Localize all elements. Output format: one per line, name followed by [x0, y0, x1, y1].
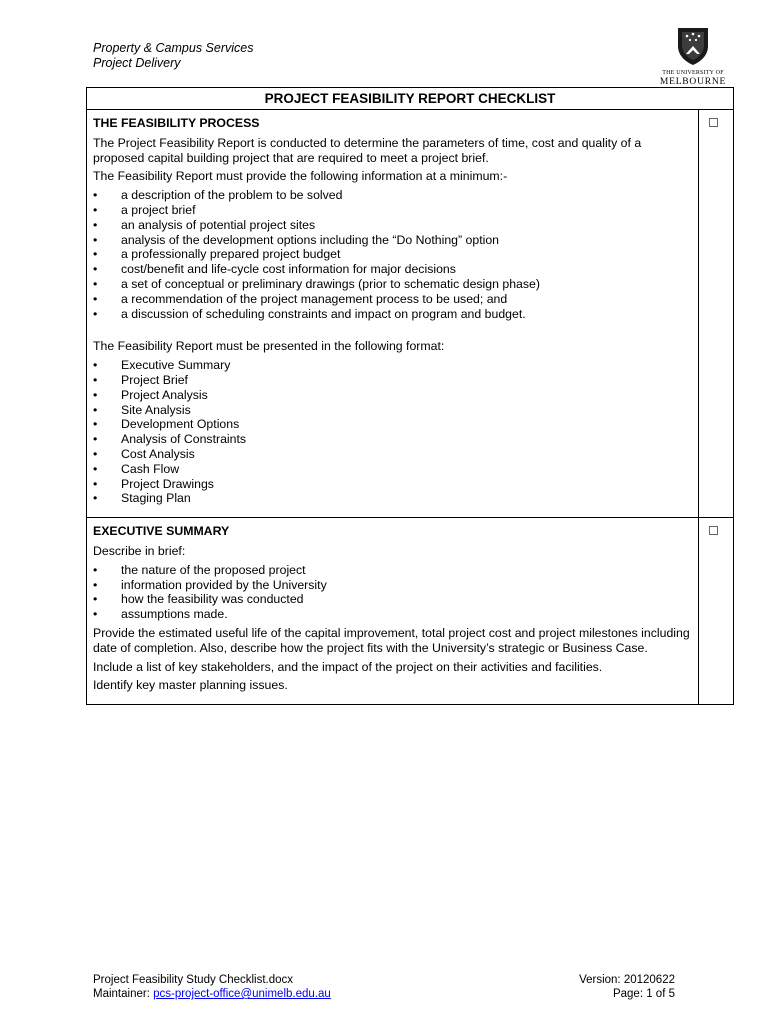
- list-item: • analysis of the development options including the “Do Nothing” option: [93, 233, 692, 248]
- checklist-title: PROJECT FEASIBILITY REPORT CHECKLIST: [87, 88, 733, 110]
- list-item: • assumptions made.: [93, 607, 692, 622]
- spacer: [93, 325, 692, 339]
- section-executive-summary: [87, 518, 733, 704]
- list-item: • Development Options: [93, 417, 692, 432]
- footer-maintainer: [93, 987, 331, 1001]
- list-item: • how the feasibility was conducted: [93, 592, 692, 607]
- footer-version: Version: 20120622: [579, 974, 675, 986]
- maintainer-label: Maintainer:: [93, 988, 154, 1000]
- footer-left: [93, 973, 331, 1001]
- section-heading: THE FEASIBILITY PROCESS: [93, 116, 260, 130]
- list-item: • Project Analysis: [93, 388, 692, 403]
- section-paragraph: The Feasibility Report must be presented in the following format:: [93, 339, 445, 354]
- list-item: • Staging Plan: [93, 491, 692, 506]
- section-paragraph: Provide the estimated useful life of the capital improvement, total project cost and project milestones including date of completion. Also, describe how the project fits with the University’s strategic or Business Case.: [93, 625, 690, 655]
- executive-summary-checkbox[interactable]: [709, 526, 718, 535]
- list-item: • Site Analysis: [93, 403, 692, 418]
- section-paragraph: The Feasibility Report must provide the following information at a minimum:-: [93, 169, 508, 184]
- summary-list: [93, 563, 692, 622]
- footer-right: [579, 973, 675, 1001]
- section-feasibility-process: [87, 110, 733, 518]
- list-item: • a discussion of scheduling constraints and impact on program and budget.: [93, 307, 692, 322]
- list-item: • Project Brief: [93, 373, 692, 388]
- list-item: • a description of the problem to be solved: [93, 188, 692, 203]
- list-item: • a recommendation of the project management process to be used; and: [93, 292, 692, 307]
- section-paragraph: The Project Feasibility Report is conducted to determine the parameters of time, cost and quality of a proposed capital building project that are required to meet a project brief.: [93, 135, 642, 165]
- format-list: [93, 358, 692, 506]
- feasibility-process-checkbox[interactable]: [709, 118, 718, 127]
- header-department: Property & Campus Services: [93, 41, 254, 55]
- minimum-info-list: [93, 188, 692, 321]
- university-logo: [656, 26, 730, 90]
- list-item: • Project Drawings: [93, 477, 692, 492]
- section-heading: EXECUTIVE SUMMARY: [93, 524, 230, 539]
- logo-text-top: THE UNIVERSITY OF: [662, 70, 724, 76]
- list-item: • an analysis of potential project sites: [93, 218, 692, 233]
- section-paragraph: Describe in brief:: [93, 543, 186, 558]
- list-item: • information provided by the University: [93, 578, 692, 593]
- list-item: • Analysis of Constraints: [93, 432, 692, 447]
- list-item: • Cost Analysis: [93, 447, 692, 462]
- section-paragraph: Identify key master planning issues.: [93, 678, 288, 693]
- list-item: • Executive Summary: [93, 358, 692, 373]
- list-item: • a project brief: [93, 203, 692, 218]
- check-cell: [700, 110, 733, 517]
- footer-page-number: Page: 1 of 5: [612, 988, 675, 1000]
- list-item: • the nature of the proposed project: [93, 563, 692, 578]
- list-item: • cost/benefit and life-cycle cost information for major decisions: [93, 262, 692, 277]
- document-header: [93, 41, 253, 71]
- section-content: [87, 518, 699, 704]
- crest-icon: [676, 26, 710, 66]
- header-unit: Project Delivery: [93, 56, 181, 70]
- list-item: • a professionally prepared project budget: [93, 247, 692, 262]
- checklist-table: [86, 87, 734, 705]
- section-content: [87, 110, 699, 517]
- footer-filename: Project Feasibility Study Checklist.docx: [93, 974, 294, 986]
- section-paragraph: Include a list of key stakeholders, and the impact of the project on their activities and facilities.: [93, 659, 603, 674]
- list-item: • Cash Flow: [93, 462, 692, 477]
- check-cell: [700, 518, 733, 704]
- list-item: • a set of conceptual or preliminary drawings (prior to schematic design phase): [93, 277, 692, 292]
- maintainer-email-link[interactable]: pcs-project-office@unimelb.edu.au: [153, 988, 331, 1000]
- logo-text-name: MELBOURNE: [659, 77, 727, 87]
